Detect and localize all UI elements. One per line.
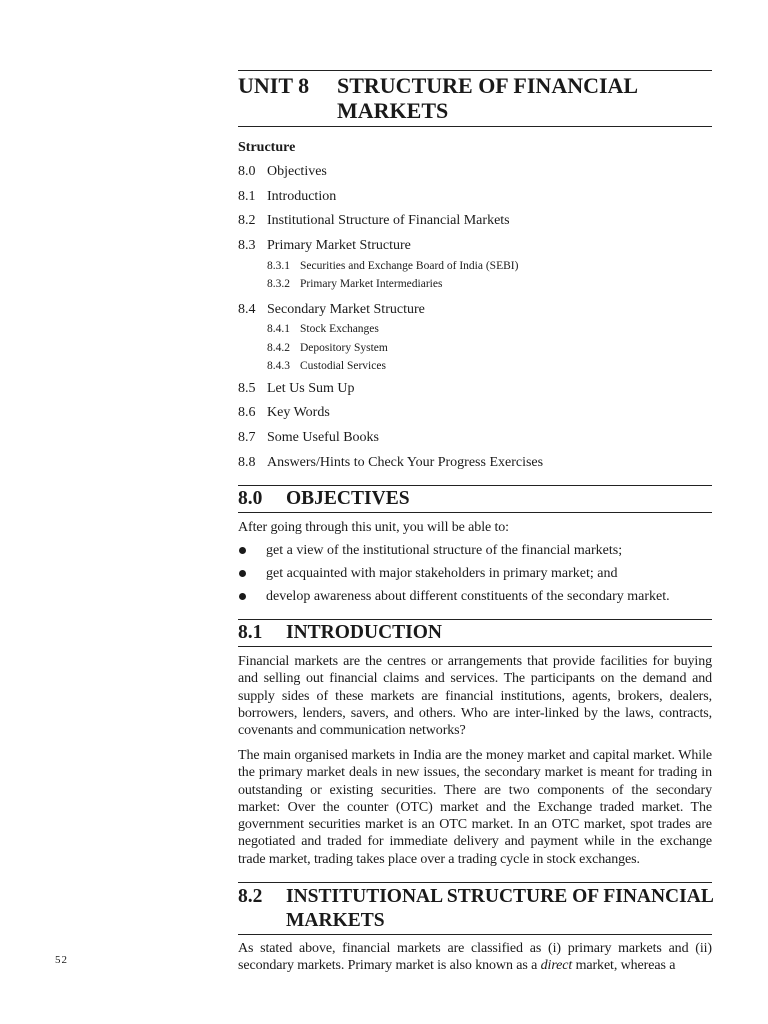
toc-subitem: 8.3.1 Securities and Exchange Board of India (SEBI) (267, 260, 519, 272)
toc-item: 8.5 Let Us Sum Up (238, 381, 355, 396)
section-rule (238, 934, 712, 935)
unit-label: UNIT 8 (238, 73, 310, 98)
toc-item: 8.3 Primary Market Structure (238, 238, 411, 253)
introduction-paragraph-2: The main organised markets in India are the money market and capital market. While the primary market deals in new issues, the secondary market is meant for trading in outstanding or existing securities. There are two components of the secondary market: Over the counter (OTC) market and the Exchange traded market. The government securities market is an OTC market. In an OTC market, spot trades are negotiated and traded for immediate delivery and payment while in the exchange trade market, trading takes place over a trading cycle in stock exchanges. (238, 748, 712, 867)
unit-title: STRUCTURE OF FINANCIAL MARKETS (337, 73, 637, 123)
objectives-intro: After going through this unit, you will be able to: (238, 520, 509, 535)
toc-subitem: 8.3.2 Primary Market Intermediaries (267, 278, 443, 290)
section-rule (238, 485, 712, 486)
bullet-icon (239, 547, 246, 554)
toc-item: 8.4 Secondary Market Structure (238, 302, 425, 317)
toc-item: 8.2 Institutional Structure of Financial Markets (238, 213, 510, 228)
toc-subitem: 8.4.3 Custodial Services (267, 360, 386, 372)
toc-item: 8.7 Some Useful Books (238, 430, 379, 445)
toc-item: 8.8 Answers/Hints to Check Your Progress Exercises (238, 455, 544, 470)
introduction-paragraph-1: Financial markets are the centres or arrangements that provide facilities for buying and selling out financial claims and services. The participants on the demand and supply sides of these markets are financial institutions, agents, brokers, dealers, borrowers, lenders, savers, and others. Who are inter-linked by the laws, contracts, covenants and communication networks? (238, 654, 712, 739)
page-number: 52 (55, 954, 68, 966)
section-rule (238, 882, 712, 883)
toc-subitem: 8.4.2 Depository System (267, 342, 388, 354)
section-rule (238, 646, 712, 647)
toc-item: 8.6 Key Words (238, 405, 330, 420)
institutional-paragraph-1: As stated above, financial markets are classified as (i) primary markets and (ii) secondary markets. Primary market is also known as a direct market, whereas a (238, 941, 712, 974)
section-rule (238, 512, 712, 513)
bullet-icon (239, 593, 246, 600)
structure-label: Structure (238, 140, 296, 155)
toc-item: 8.1 Introduction (238, 189, 337, 204)
top-rule (238, 70, 712, 71)
toc-subitem: 8.4.1 Stock Exchanges (267, 323, 379, 335)
unit-heading-rule (238, 126, 712, 127)
section-rule (238, 619, 712, 620)
bullet-icon (239, 570, 246, 577)
toc-item: 8.0 Objectives (238, 164, 327, 179)
